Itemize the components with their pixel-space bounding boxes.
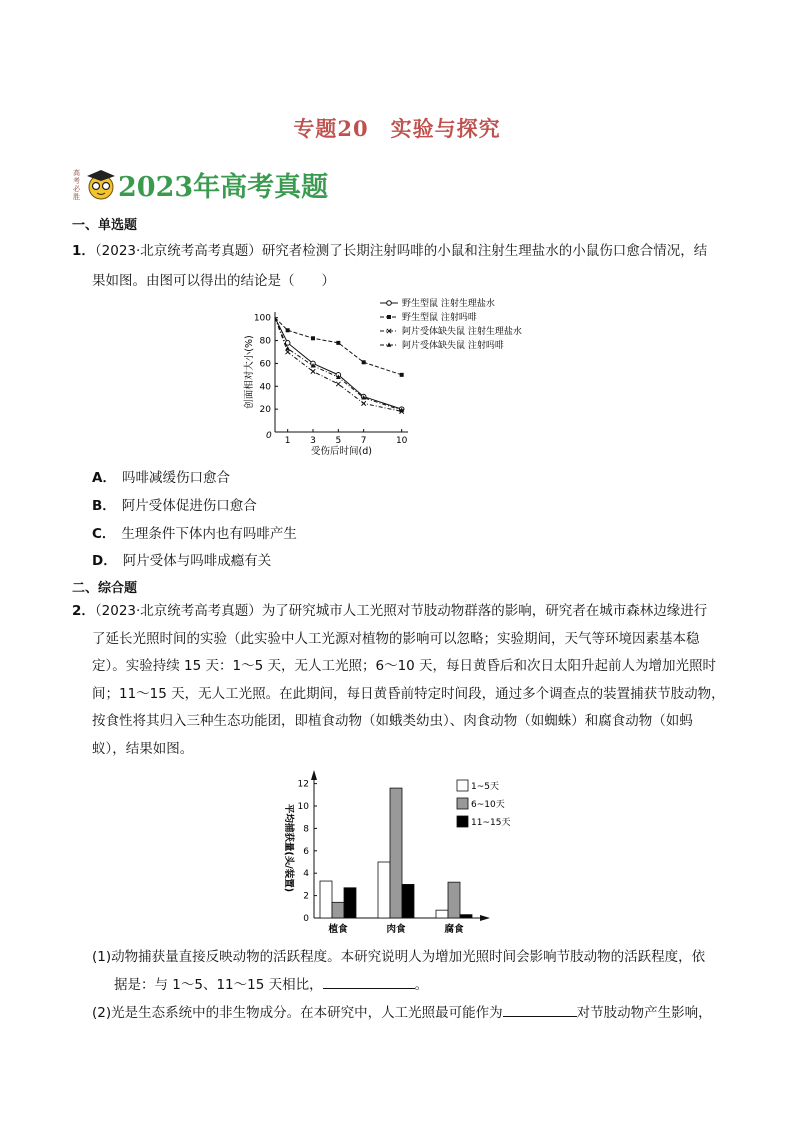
- scholar-mascot-icon: [72, 165, 118, 203]
- question-text: 蚁），结果如图。: [92, 740, 194, 757]
- y-tick-label: 12: [297, 779, 309, 790]
- data-point: [361, 401, 365, 405]
- legend-label: 野生型鼠 注射生理盐水: [402, 299, 495, 309]
- sub-question-text: (2)光是生态系统中的非生物成分。在本研究中，人工光照最可能作为: [92, 1005, 503, 1021]
- section-single-choice: 一、单选题: [72, 218, 138, 233]
- arthropod-capture-bar-chart: [272, 766, 522, 938]
- option-c[interactable]: [92, 522, 297, 542]
- bar: [390, 788, 402, 918]
- question-2-stem: [72, 598, 727, 763]
- y-tick-label: 100: [253, 313, 271, 324]
- svg-text:胜: 胜: [73, 193, 80, 201]
- option-b[interactable]: [92, 494, 257, 514]
- bar: [436, 910, 448, 918]
- option-text: 阿片受体促进伤口愈合: [121, 498, 257, 514]
- y-tick-label: 2: [303, 891, 309, 902]
- page-title: 专题20 实验与探究: [293, 116, 501, 141]
- legend-swatch: [457, 780, 468, 791]
- series-group: [275, 318, 404, 412]
- option-key: B．: [92, 498, 116, 514]
- question-text: 间；11～15 天，无人工光照。在此期间，每日黄昏前特定时间段，通过多个调查点的装置捕获节肢动物，: [92, 685, 725, 702]
- data-point: [362, 360, 366, 364]
- bar: [344, 888, 356, 918]
- y-axis-label: 平均捕获量(头/装置): [283, 803, 294, 893]
- y-tick-label: 0: [303, 914, 309, 924]
- section-comprehensive: 二、综合题: [72, 581, 138, 596]
- wound-healing-line-chart: [240, 294, 560, 456]
- sub-question-2: [92, 999, 742, 1027]
- svg-text:高: 高: [73, 169, 80, 177]
- x-tick-label: 5: [335, 436, 342, 446]
- bar: [460, 915, 472, 918]
- section-heading: 2023年高考真题: [118, 172, 329, 203]
- question-source: （2023·北京统考高考真题）: [94, 603, 262, 619]
- category-label: 植食: [328, 924, 348, 935]
- y-axis-label: 创面相对大小(%): [244, 335, 255, 409]
- x-tick-label: 3: [310, 436, 316, 446]
- bar: [402, 884, 414, 918]
- x-tick-label: 1: [284, 436, 291, 446]
- x-axis-arrow: [480, 915, 490, 921]
- option-key: C．: [92, 526, 116, 542]
- x-tick-label: 10: [395, 436, 408, 446]
- option-text: 生理条件下体内也有吗啡产生: [121, 526, 297, 542]
- section-badge: [72, 165, 329, 203]
- question-number: 1．: [72, 243, 95, 259]
- series-group: [275, 318, 404, 377]
- y-axis-arrow: [311, 770, 317, 780]
- question-text: 按食性将其归入三种生态功能团，即植食动物（如蛾类幼虫）、肉食动物（如蜘蛛）和腐食动物（如蚂: [92, 713, 693, 729]
- option-key: D．: [92, 553, 117, 569]
- sub-question-text: 对节肢动物产生影响，: [576, 1005, 712, 1021]
- y-tick-label: 6: [303, 846, 309, 857]
- y-tick-label: 60: [259, 359, 271, 370]
- data-point: [285, 350, 289, 354]
- question-text: 定）。实验持续 15 天：1～5 天，无人工光照；6～10 天，每日黄昏后和次日太阳升起前人为增加光照时: [92, 658, 717, 674]
- answer-blank[interactable]: [323, 974, 415, 989]
- svg-text:必: 必: [73, 185, 80, 193]
- question-text: 为了研究城市人工光照对节肢动物群落的影响，研究者在城市森林边缘进行: [261, 603, 708, 619]
- data-point: [387, 301, 392, 306]
- legend-label: 阿片受体缺失鼠 注射生理盐水: [402, 327, 522, 337]
- series-line: [275, 318, 402, 411]
- data-point: [311, 336, 315, 340]
- y-tick-label: 80: [259, 336, 271, 347]
- question-text: 了延长光照时间的实验（此实验中人工光源对植物的影响可以忽略；实验期间，天气等环境因素基本稳: [92, 630, 700, 647]
- bar: [448, 882, 460, 918]
- y-tick-label: 4: [303, 869, 309, 880]
- x-axis-label: 受伤后时间(d): [311, 446, 372, 456]
- legend-swatch: [457, 816, 468, 827]
- sub-question-text: 据是：与 1～5、11～15 天相比，: [114, 977, 323, 993]
- data-point: [336, 341, 340, 345]
- question-text: 研究者检测了长期注射吗啡的小鼠和注射生理盐水的小鼠伤口愈合情况，结: [261, 243, 708, 259]
- y-tick-label: 10: [297, 802, 309, 812]
- data-point: [400, 373, 404, 377]
- category-label: 腐食: [444, 924, 464, 935]
- legend-label: 野生型鼠 注射吗啡: [402, 313, 477, 323]
- sub-question-text: 。: [414, 977, 429, 993]
- option-d[interactable]: [92, 549, 271, 569]
- y-tick-label: 40: [259, 382, 271, 393]
- category-label: 肉食: [386, 924, 406, 935]
- svg-text:考: 考: [73, 177, 80, 185]
- data-point: [286, 328, 290, 332]
- question-source: （2023·北京统考高考真题）: [94, 243, 262, 259]
- option-key: A．: [92, 470, 116, 486]
- legend-label: 1~5天: [471, 782, 499, 792]
- answer-blank[interactable]: [503, 1002, 577, 1017]
- data-point: [387, 315, 391, 319]
- y-tick-label: 20: [259, 405, 271, 416]
- sub-question-1: [92, 943, 742, 999]
- question-number: 2．: [72, 603, 95, 619]
- question-1-stem: [72, 236, 727, 296]
- legend-label: 阿片受体缺失鼠 注射吗啡: [402, 341, 504, 351]
- option-text: 吗啡减缓伤口愈合: [121, 470, 230, 486]
- bar: [378, 862, 390, 918]
- question-text: 果如图。由图可以得出的结论是（ ）: [92, 273, 335, 289]
- data-point: [311, 369, 315, 373]
- series-group: [275, 318, 404, 412]
- origin-label: 0: [266, 431, 272, 441]
- legend-swatch: [457, 798, 468, 809]
- option-text: 阿片受体与吗啡成瘾有关: [122, 553, 272, 569]
- y-tick-label: 8: [303, 824, 309, 835]
- x-tick-label: 7: [360, 436, 367, 446]
- bar: [320, 881, 332, 918]
- legend-label: 11~15天: [471, 818, 511, 828]
- bar: [332, 902, 344, 918]
- option-a[interactable]: [92, 466, 230, 486]
- legend-label: 6~10天: [471, 800, 505, 810]
- series-line: [275, 318, 402, 375]
- data-point: [336, 382, 340, 386]
- sub-question-text: (1)动物捕获量直接反映动物的活跃程度。本研究说明人为增加光照时间会影响节肢动物的活跃程度，依: [92, 949, 706, 965]
